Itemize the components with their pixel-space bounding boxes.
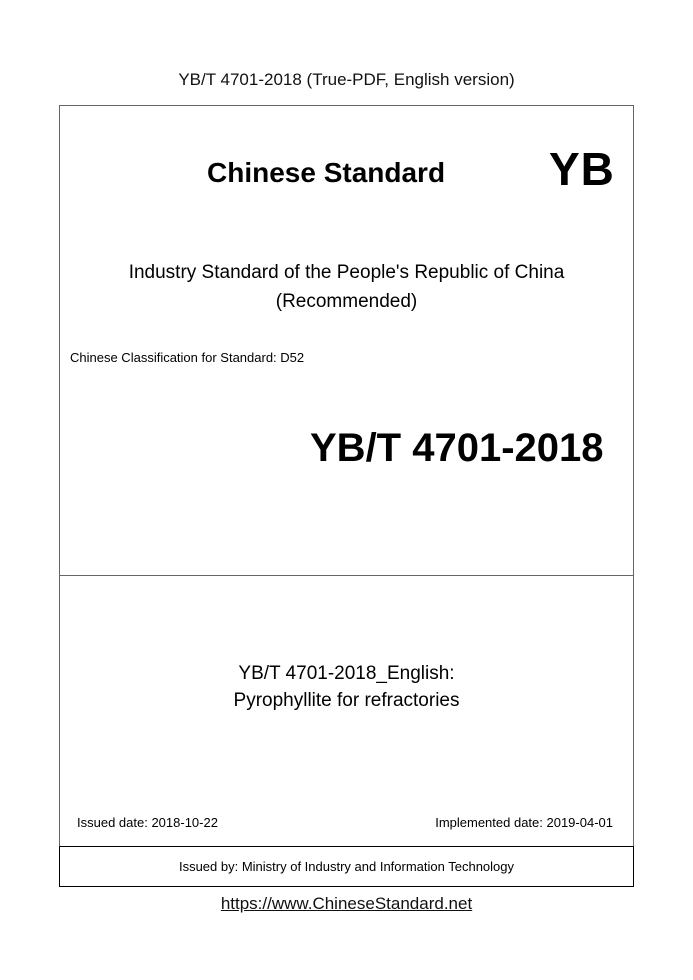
cover-subtitle xyxy=(59,258,634,316)
issuer-text: Issued by: Ministry of Industry and Information Technology xyxy=(178,859,515,874)
issued-date: Issued date: 2018-10-22 xyxy=(77,815,218,830)
cover-divider xyxy=(59,575,634,576)
standard-number: YB/T 4701-2018 xyxy=(310,426,604,470)
standard-code-mark: YB xyxy=(549,143,615,195)
website-link[interactable]: https://www.ChineseStandard.net xyxy=(220,894,473,913)
cover-frame xyxy=(59,105,634,887)
document-header: YB/T 4701-2018 (True-PDF, English version) xyxy=(178,70,515,89)
implemented-date: Implemented date: 2019-04-01 xyxy=(435,815,613,830)
classification-label: Chinese Classification for Standard: D52 xyxy=(70,350,305,365)
cover-title: Chinese Standard xyxy=(207,157,446,188)
subtitle-line-2: (Recommended) xyxy=(275,291,418,312)
english-title-line-1: YB/T 4701-2018_English: xyxy=(238,663,455,684)
english-title-line-2: Pyrophyllite for refractories xyxy=(233,690,460,711)
english-title xyxy=(59,660,634,714)
issuer-box xyxy=(59,846,634,887)
subtitle-line-1: Industry Standard of the People's Republic of China xyxy=(128,262,565,283)
